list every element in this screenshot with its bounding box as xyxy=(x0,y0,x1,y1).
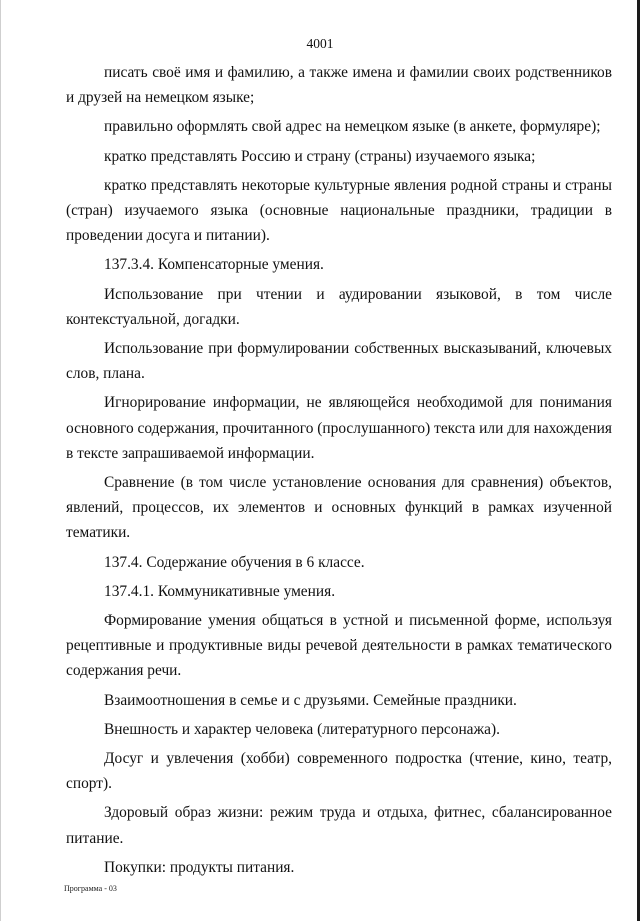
footer-label: Программа - 03 xyxy=(64,884,117,893)
paragraph: Игнорирование информации, не являющейся необходимой для понимания основного содержания, прочитанного (прослушанного) текста или для нахождения в тексте запрашиваемой информации. xyxy=(66,394,612,462)
paragraph: Здоровый образ жизни: режим труда и отдыха, фитнес, сбалансированное питание. xyxy=(66,804,612,847)
section-heading: 137.4.1. Коммуникативные умения. xyxy=(104,582,336,600)
scan-left-edge xyxy=(0,0,1,921)
paragraph: Досуг и увлечения (хобби) современного подростка (чтение, кино, театр, спорт). xyxy=(66,750,612,793)
section-heading: 137.4. Содержание обучения в 6 классе. xyxy=(104,553,365,571)
paragraph: Сравнение (в том числе установление основания для сравнения) объектов, явлений, процессов, их элементов и основных функций в рамках изученной тематики. xyxy=(66,474,612,542)
paragraph: Формирование умения общаться в устной и письменной форме, используя рецептивные и продуктивные виды речевой деятельности в рамках тематического содержания речи. xyxy=(66,612,612,680)
paragraph: кратко представлять Россию и страну (страны) изучаемого языка; xyxy=(104,147,536,165)
paragraph: Покупки: продукты питания. xyxy=(104,858,295,876)
body-text xyxy=(66,60,612,884)
paragraph: кратко представлять некоторые культурные явления родной страны и страны (стран) изучаемого языка (основные национальные праздники, традиции в проведении досуга и питании). xyxy=(66,176,612,245)
paragraph: Использование при чтении и аудировании языковой, в том числе контекстуальной, догадки. xyxy=(66,285,612,328)
section-heading: 137.3.4. Компенсаторные умения. xyxy=(104,256,324,274)
paragraph: Внешность и характер человека (литературного персонажа). xyxy=(104,720,500,738)
paragraph: Взаимоотношения в семье и с друзьями. Семейные праздники. xyxy=(104,691,517,709)
page-number: 4001 xyxy=(306,36,334,51)
paragraph: Использование при формулировании собственных высказываний, ключевых слов, плана. xyxy=(66,340,612,383)
paragraph: писать своё имя и фамилию, а также имена и фамилии своих родственников и друзей на немецком языке; xyxy=(66,64,612,107)
paragraph: правильно оформлять свой адрес на немецком языке (в анкете, формуляре); xyxy=(104,118,601,136)
